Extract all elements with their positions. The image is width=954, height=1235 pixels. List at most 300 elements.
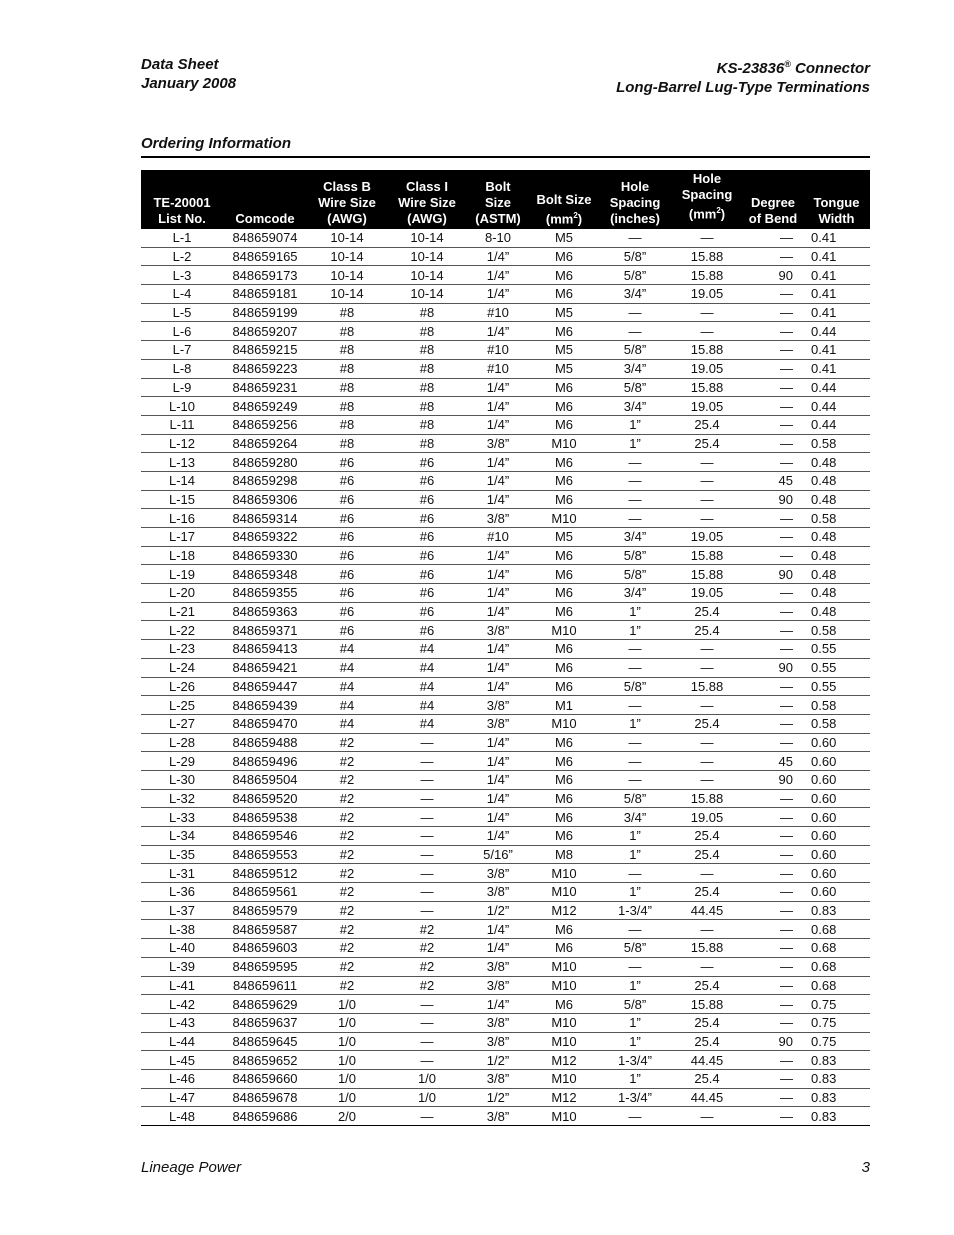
cell-class-b: 1/0 — [307, 995, 387, 1014]
cell-bolt-mm: M5 — [529, 229, 599, 247]
table-row — [141, 957, 870, 976]
cell-class-i: #2 — [387, 920, 467, 939]
cell-class-i: #8 — [387, 303, 467, 322]
cell-list-no: L-18 — [141, 546, 223, 565]
cell-tongue-width: 0.83 — [803, 1051, 870, 1070]
cell-tongue-width: 0.60 — [803, 789, 870, 808]
cell-bolt-mm: M5 — [529, 528, 599, 547]
cell-list-no: L-5 — [141, 303, 223, 322]
cell-tongue-width: 0.68 — [803, 957, 870, 976]
cell-class-i: #2 — [387, 976, 467, 995]
cell-degree-bend: — — [743, 528, 803, 547]
col-hole-mm: Hole Spacing $(mm^2)$ — [671, 170, 743, 229]
cell-tongue-width: 0.48 — [803, 528, 870, 547]
cell-class-i: 10-14 — [387, 285, 467, 304]
cell-bolt-astm: 3/8” — [467, 1069, 529, 1088]
cell-hole-mm: 19.05 — [671, 359, 743, 378]
cell-hole-inches: — — [599, 864, 671, 883]
cell-tongue-width: 0.68 — [803, 920, 870, 939]
table-row — [141, 1032, 870, 1051]
cell-list-no: L-21 — [141, 602, 223, 621]
cell-class-b: 2/0 — [307, 1107, 387, 1126]
cell-tongue-width: 0.48 — [803, 602, 870, 621]
cell-bolt-mm: M6 — [529, 322, 599, 341]
cell-comcode: 848659678 — [223, 1088, 307, 1107]
cell-degree-bend: — — [743, 415, 803, 434]
cell-bolt-astm: 3/8” — [467, 434, 529, 453]
cell-bolt-astm: 3/8” — [467, 509, 529, 528]
cell-class-i: #8 — [387, 359, 467, 378]
cell-hole-mm: 25.4 — [671, 621, 743, 640]
cell-bolt-astm: 3/8” — [467, 883, 529, 902]
cell-bolt-astm: 1/4” — [467, 677, 529, 696]
cell-comcode: 848659306 — [223, 490, 307, 509]
cell-hole-inches: 1” — [599, 602, 671, 621]
cell-degree-bend: 45 — [743, 752, 803, 771]
cell-tongue-width: 0.60 — [803, 864, 870, 883]
cell-hole-mm: 25.4 — [671, 1032, 743, 1051]
cell-comcode: 848659538 — [223, 808, 307, 827]
cell-list-no: L-20 — [141, 584, 223, 603]
cell-list-no: L-29 — [141, 752, 223, 771]
cell-degree-bend: — — [743, 229, 803, 247]
cell-bolt-astm: 1/4” — [467, 565, 529, 584]
table-row — [141, 565, 870, 584]
cell-bolt-astm: #10 — [467, 303, 529, 322]
cell-list-no: L-8 — [141, 359, 223, 378]
cell-list-no: L-15 — [141, 490, 223, 509]
table-row — [141, 845, 870, 864]
cell-bolt-mm: M5 — [529, 341, 599, 360]
cell-bolt-astm: 3/8” — [467, 957, 529, 976]
cell-bolt-mm: M5 — [529, 303, 599, 322]
cell-class-i: #8 — [387, 378, 467, 397]
cell-tongue-width: 0.75 — [803, 995, 870, 1014]
cell-hole-inches: — — [599, 509, 671, 528]
cell-bolt-mm: M10 — [529, 621, 599, 640]
col-hole-inches: Hole Spacing (inches) — [599, 170, 671, 229]
cell-hole-inches: 5/8” — [599, 677, 671, 696]
cell-list-no: L-6 — [141, 322, 223, 341]
cell-degree-bend: — — [743, 1051, 803, 1070]
cell-comcode: 848659165 — [223, 247, 307, 266]
cell-comcode: 848659231 — [223, 378, 307, 397]
cell-tongue-width: 0.75 — [803, 1013, 870, 1032]
cell-hole-mm: — — [671, 658, 743, 677]
cell-tongue-width: 0.58 — [803, 696, 870, 715]
cell-tongue-width: 0.41 — [803, 229, 870, 247]
cell-hole-inches: — — [599, 229, 671, 247]
cell-hole-inches: — — [599, 770, 671, 789]
cell-tongue-width: 0.41 — [803, 285, 870, 304]
product-title: KS-23836® Connector — [716, 59, 870, 77]
cell-tongue-width: 0.83 — [803, 1107, 870, 1126]
cell-class-b: #4 — [307, 714, 387, 733]
cell-hole-mm: 25.4 — [671, 434, 743, 453]
cell-class-b: #2 — [307, 976, 387, 995]
cell-degree-bend: — — [743, 808, 803, 827]
cell-hole-mm: — — [671, 770, 743, 789]
cell-comcode: 848659355 — [223, 584, 307, 603]
table-row — [141, 1107, 870, 1126]
table-row — [141, 677, 870, 696]
cell-bolt-astm: 8-10 — [467, 229, 529, 247]
cell-list-no: L-14 — [141, 471, 223, 490]
cell-hole-mm: — — [671, 490, 743, 509]
cell-bolt-astm: 3/8” — [467, 714, 529, 733]
cell-tongue-width: 0.60 — [803, 770, 870, 789]
cell-class-i: 1/0 — [387, 1069, 467, 1088]
cell-class-i: #6 — [387, 602, 467, 621]
cell-class-b: #2 — [307, 770, 387, 789]
cell-class-i: #8 — [387, 434, 467, 453]
cell-class-i: #4 — [387, 640, 467, 659]
cell-bolt-mm: M6 — [529, 453, 599, 472]
cell-degree-bend: — — [743, 883, 803, 902]
cell-list-no: L-22 — [141, 621, 223, 640]
cell-hole-inches: 5/8” — [599, 939, 671, 958]
cell-comcode: 848659553 — [223, 845, 307, 864]
cell-bolt-astm: 1/4” — [467, 752, 529, 771]
cell-degree-bend: — — [743, 845, 803, 864]
cell-tongue-width: 0.41 — [803, 303, 870, 322]
cell-tongue-width: 0.48 — [803, 584, 870, 603]
cell-degree-bend: 90 — [743, 490, 803, 509]
cell-class-i: #4 — [387, 658, 467, 677]
cell-hole-inches: 1” — [599, 1069, 671, 1088]
cell-hole-mm: 15.88 — [671, 995, 743, 1014]
cell-class-i: — — [387, 864, 467, 883]
cell-hole-inches: 1” — [599, 845, 671, 864]
cell-hole-mm: 25.4 — [671, 415, 743, 434]
cell-comcode: 848659652 — [223, 1051, 307, 1070]
cell-hole-mm: — — [671, 640, 743, 659]
cell-hole-inches: 5/8” — [599, 247, 671, 266]
cell-comcode: 848659314 — [223, 509, 307, 528]
cell-degree-bend: — — [743, 939, 803, 958]
cell-hole-inches: — — [599, 957, 671, 976]
cell-comcode: 848659439 — [223, 696, 307, 715]
cell-comcode: 848659603 — [223, 939, 307, 958]
cell-hole-inches: 1-3/4” — [599, 901, 671, 920]
table-row — [141, 752, 870, 771]
cell-comcode: 848659421 — [223, 658, 307, 677]
cell-tongue-width: 0.58 — [803, 434, 870, 453]
cell-hole-inches: — — [599, 920, 671, 939]
cell-comcode: 848659595 — [223, 957, 307, 976]
table-row — [141, 303, 870, 322]
cell-class-i: — — [387, 789, 467, 808]
cell-bolt-astm: 1/4” — [467, 602, 529, 621]
cell-degree-bend: — — [743, 957, 803, 976]
cell-hole-mm: — — [671, 864, 743, 883]
cell-class-b: #2 — [307, 789, 387, 808]
cell-bolt-mm: M6 — [529, 397, 599, 416]
cell-class-i: — — [387, 827, 467, 846]
table-row — [141, 602, 870, 621]
cell-tongue-width: 0.60 — [803, 733, 870, 752]
cell-bolt-mm: M6 — [529, 378, 599, 397]
table-row — [141, 658, 870, 677]
cell-bolt-mm: M6 — [529, 733, 599, 752]
cell-list-no: L-42 — [141, 995, 223, 1014]
cell-list-no: L-45 — [141, 1051, 223, 1070]
cell-list-no: L-44 — [141, 1032, 223, 1051]
cell-class-b: #4 — [307, 696, 387, 715]
cell-bolt-mm: M6 — [529, 752, 599, 771]
cell-class-b: #6 — [307, 509, 387, 528]
cell-bolt-mm: M10 — [529, 1013, 599, 1032]
cell-bolt-mm: M10 — [529, 714, 599, 733]
cell-list-no: L-40 — [141, 939, 223, 958]
cell-bolt-mm: M6 — [529, 770, 599, 789]
cell-class-i: #2 — [387, 957, 467, 976]
cell-hole-mm: 15.88 — [671, 341, 743, 360]
cell-class-b: #2 — [307, 827, 387, 846]
table-row — [141, 901, 870, 920]
cell-list-no: L-27 — [141, 714, 223, 733]
registered-mark: ® — [784, 59, 791, 69]
cell-list-no: L-32 — [141, 789, 223, 808]
cell-comcode: 848659199 — [223, 303, 307, 322]
table-row — [141, 883, 870, 902]
cell-hole-mm: 15.88 — [671, 378, 743, 397]
cell-degree-bend: — — [743, 864, 803, 883]
cell-class-i: #4 — [387, 696, 467, 715]
table-row — [141, 471, 870, 490]
cell-class-b: #2 — [307, 883, 387, 902]
cell-comcode: 848659280 — [223, 453, 307, 472]
document-type: Data Sheet — [141, 56, 219, 73]
cell-tongue-width: 0.83 — [803, 901, 870, 920]
cell-degree-bend: — — [743, 378, 803, 397]
cell-hole-inches: 3/4” — [599, 397, 671, 416]
cell-comcode: 848659371 — [223, 621, 307, 640]
cell-class-i: #8 — [387, 322, 467, 341]
cell-tongue-width: 0.48 — [803, 490, 870, 509]
cell-bolt-astm: 1/4” — [467, 378, 529, 397]
cell-hole-mm: 19.05 — [671, 808, 743, 827]
cell-comcode: 848659447 — [223, 677, 307, 696]
cell-comcode: 848659660 — [223, 1069, 307, 1088]
cell-class-b: #8 — [307, 359, 387, 378]
cell-degree-bend: — — [743, 341, 803, 360]
cell-bolt-astm: #10 — [467, 341, 529, 360]
cell-degree-bend: — — [743, 995, 803, 1014]
cell-list-no: L-3 — [141, 266, 223, 285]
cell-class-b: 10-14 — [307, 285, 387, 304]
cell-class-b: #2 — [307, 845, 387, 864]
cell-class-i: — — [387, 845, 467, 864]
cell-list-no: L-25 — [141, 696, 223, 715]
table-row — [141, 696, 870, 715]
table-row — [141, 509, 870, 528]
cell-bolt-astm: 1/2” — [467, 1088, 529, 1107]
cell-tongue-width: 0.68 — [803, 976, 870, 995]
cell-bolt-mm: M12 — [529, 1088, 599, 1107]
cell-hole-inches: 5/8” — [599, 995, 671, 1014]
cell-class-i: #6 — [387, 490, 467, 509]
cell-degree-bend: — — [743, 322, 803, 341]
cell-class-b: 1/0 — [307, 1032, 387, 1051]
col-list-no: TE-20001 List No. — [141, 170, 223, 229]
cell-degree-bend: — — [743, 1069, 803, 1088]
cell-list-no: L-4 — [141, 285, 223, 304]
cell-comcode: 848659488 — [223, 733, 307, 752]
table-row — [141, 247, 870, 266]
document-date: January 2008 — [141, 75, 237, 92]
cell-class-i: — — [387, 752, 467, 771]
cell-list-no: L-19 — [141, 565, 223, 584]
table-row — [141, 640, 870, 659]
col-class-b: Class B Wire Size (AWG) — [307, 170, 387, 229]
cell-bolt-mm: M12 — [529, 1051, 599, 1070]
product-subtitle: Long-Barrel Lug-Type Terminations — [616, 79, 870, 96]
cell-bolt-astm: 1/4” — [467, 415, 529, 434]
cell-hole-inches: 5/8” — [599, 341, 671, 360]
cell-hole-inches: 3/4” — [599, 528, 671, 547]
cell-bolt-astm: 1/4” — [467, 733, 529, 752]
cell-hole-inches: 1” — [599, 1013, 671, 1032]
table-row — [141, 995, 870, 1014]
table-row — [141, 266, 870, 285]
cell-class-b: #4 — [307, 658, 387, 677]
cell-hole-inches: 1-3/4” — [599, 1088, 671, 1107]
cell-hole-mm: — — [671, 752, 743, 771]
cell-bolt-astm: 1/4” — [467, 285, 529, 304]
cell-hole-mm: 25.4 — [671, 883, 743, 902]
cell-hole-inches: — — [599, 322, 671, 341]
cell-class-b: #4 — [307, 640, 387, 659]
cell-bolt-mm: M6 — [529, 602, 599, 621]
cell-bolt-mm: M6 — [529, 939, 599, 958]
cell-class-i: 10-14 — [387, 247, 467, 266]
table-row — [141, 1013, 870, 1032]
cell-comcode: 848659223 — [223, 359, 307, 378]
cell-hole-inches: 5/8” — [599, 378, 671, 397]
cell-tongue-width: 0.41 — [803, 266, 870, 285]
cell-bolt-astm: 1/4” — [467, 584, 529, 603]
cell-hole-inches: 5/8” — [599, 266, 671, 285]
cell-degree-bend: — — [743, 1088, 803, 1107]
table-row — [141, 453, 870, 472]
cell-degree-bend: — — [743, 509, 803, 528]
cell-class-b: #8 — [307, 434, 387, 453]
table-row — [141, 976, 870, 995]
cell-comcode: 848659520 — [223, 789, 307, 808]
cell-bolt-astm: 1/4” — [467, 827, 529, 846]
cell-comcode: 848659215 — [223, 341, 307, 360]
cell-class-b: #8 — [307, 322, 387, 341]
cell-class-i: 10-14 — [387, 266, 467, 285]
cell-hole-mm: 25.4 — [671, 976, 743, 995]
cell-degree-bend: — — [743, 303, 803, 322]
cell-bolt-astm: 1/4” — [467, 266, 529, 285]
cell-tongue-width: 0.44 — [803, 397, 870, 416]
cell-bolt-mm: M6 — [529, 789, 599, 808]
cell-degree-bend: 45 — [743, 471, 803, 490]
cell-list-no: L-11 — [141, 415, 223, 434]
cell-bolt-astm: #10 — [467, 528, 529, 547]
cell-tongue-width: 0.48 — [803, 565, 870, 584]
cell-list-no: L-13 — [141, 453, 223, 472]
cell-hole-inches: — — [599, 658, 671, 677]
table-row — [141, 1069, 870, 1088]
cell-hole-mm: — — [671, 1107, 743, 1126]
cell-hole-inches: 3/4” — [599, 808, 671, 827]
cell-class-i: — — [387, 995, 467, 1014]
cell-hole-mm: 15.88 — [671, 247, 743, 266]
cell-degree-bend: 90 — [743, 565, 803, 584]
cell-comcode: 848659256 — [223, 415, 307, 434]
cell-class-i: 1/0 — [387, 1088, 467, 1107]
cell-tongue-width: 0.55 — [803, 677, 870, 696]
cell-hole-mm: — — [671, 303, 743, 322]
table-body — [141, 229, 870, 1126]
cell-list-no: L-1 — [141, 229, 223, 247]
cell-class-i: #6 — [387, 621, 467, 640]
cell-class-b: #6 — [307, 546, 387, 565]
table-row — [141, 285, 870, 304]
cell-class-b: 10-14 — [307, 247, 387, 266]
cell-comcode: 848659637 — [223, 1013, 307, 1032]
cell-bolt-mm: M10 — [529, 976, 599, 995]
col-bolt-mm: Bolt Size $(mm^2)$ — [529, 170, 599, 229]
cell-bolt-mm: M12 — [529, 901, 599, 920]
table-row — [141, 397, 870, 416]
cell-bolt-astm: 3/8” — [467, 976, 529, 995]
cell-bolt-astm: 1/4” — [467, 471, 529, 490]
cell-class-b: #6 — [307, 453, 387, 472]
cell-class-i: — — [387, 1013, 467, 1032]
cell-bolt-mm: M10 — [529, 864, 599, 883]
cell-degree-bend: — — [743, 285, 803, 304]
cell-degree-bend: — — [743, 976, 803, 995]
cell-hole-inches: 5/8” — [599, 565, 671, 584]
cell-class-b: 10-14 — [307, 229, 387, 247]
cell-hole-mm: 44.45 — [671, 1088, 743, 1107]
cell-bolt-astm: 1/4” — [467, 995, 529, 1014]
cell-comcode: 848659363 — [223, 602, 307, 621]
cell-comcode: 848659561 — [223, 883, 307, 902]
header-right — [616, 55, 870, 97]
cell-hole-mm: 44.45 — [671, 1051, 743, 1070]
cell-comcode: 848659074 — [223, 229, 307, 247]
cell-hole-inches: 1” — [599, 1032, 671, 1051]
cell-tongue-width: 0.60 — [803, 827, 870, 846]
cell-list-no: L-48 — [141, 1107, 223, 1126]
cell-bolt-mm: M1 — [529, 696, 599, 715]
cell-class-i: — — [387, 1107, 467, 1126]
cell-list-no: L-31 — [141, 864, 223, 883]
cell-class-i: #6 — [387, 471, 467, 490]
cell-degree-bend: — — [743, 789, 803, 808]
cell-tongue-width: 0.58 — [803, 509, 870, 528]
cell-hole-mm: 25.4 — [671, 602, 743, 621]
cell-hole-inches: 5/8” — [599, 546, 671, 565]
cell-class-b: #6 — [307, 621, 387, 640]
cell-comcode: 848659348 — [223, 565, 307, 584]
cell-bolt-mm: M6 — [529, 247, 599, 266]
cell-degree-bend: — — [743, 602, 803, 621]
col-comcode: Comcode — [223, 170, 307, 229]
cell-class-i: #6 — [387, 584, 467, 603]
cell-class-b: #2 — [307, 808, 387, 827]
cell-comcode: 848659173 — [223, 266, 307, 285]
cell-degree-bend: — — [743, 827, 803, 846]
table-header — [141, 170, 870, 229]
cell-class-i: #8 — [387, 415, 467, 434]
